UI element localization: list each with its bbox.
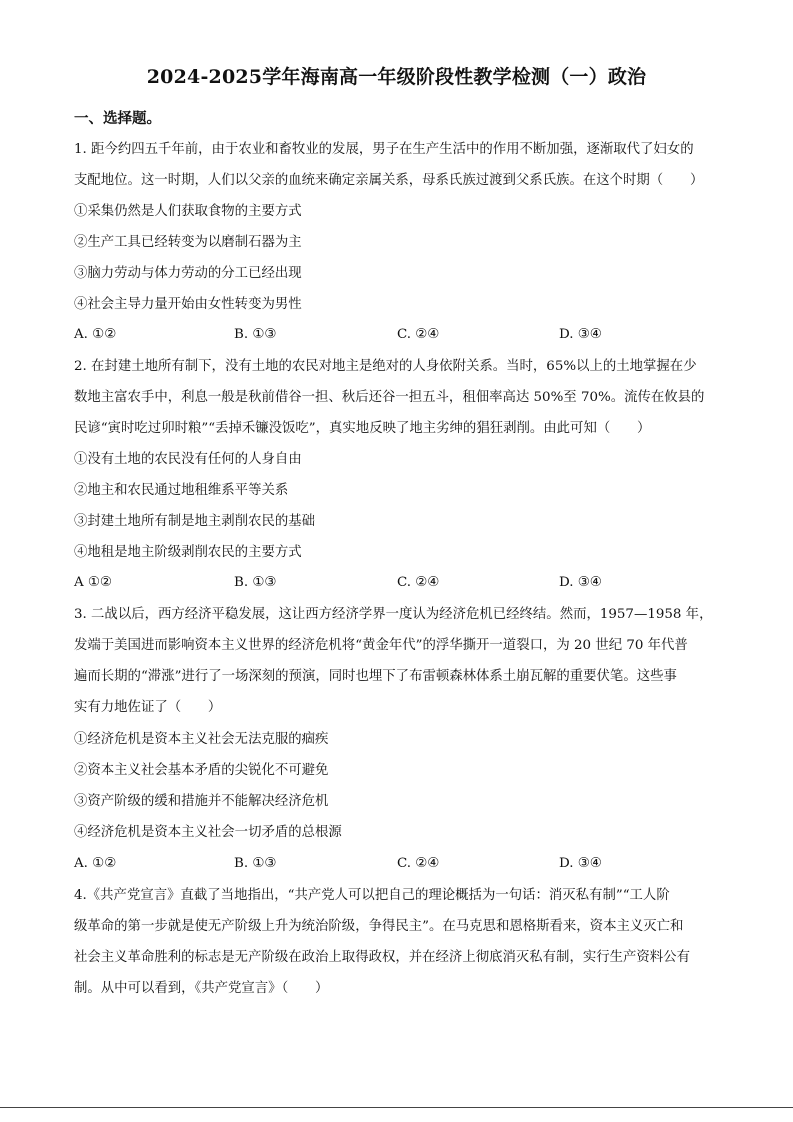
q3-stem-line: 实有力地佐证了（ ） — [74, 700, 222, 715]
footer-divider — [0, 1107, 793, 1108]
q3-answer-choices — [74, 855, 724, 873]
q1-choice-c: C. ②④ — [397, 327, 440, 342]
q3-stem-line: 遍而长期的“滞涨”进行了一场深刻的预演，同时也埋下了布雷顿森林体系土崩瓦解的重要伏笔。这些事 — [74, 669, 677, 684]
q2-option: ①没有土地的农民没有任何的人身自由 — [74, 452, 302, 467]
q2-stem-line: 民谚“寅时吃过卯时粮”“丢掉禾镰没饭吃”，真实地反映了地主劣绅的猖狂剥削。由此可知（ ） — [74, 421, 651, 436]
q2-answer-choices — [74, 574, 724, 592]
q1-option: ③脑力劳动与体力劳动的分工已经出现 — [74, 266, 302, 281]
q1-choice-b: B. ①③ — [234, 327, 277, 342]
q4-stem-line: 社会主义革命胜利的标志是无产阶级在政治上取得政权，并在经济上彻底消灭私有制，实行生产资料公有 — [74, 950, 690, 965]
q2-stem-line: 2. 在封建土地所有制下，没有土地的农民对地主是绝对的人身依附关系。当时，65%以上的土地掌握在少 — [74, 359, 697, 374]
q2-choice-c: C. ②④ — [397, 575, 440, 590]
q2-option: ②地主和农民通过地租维系平等关系 — [74, 483, 289, 498]
q3-stem-line: 3. 二战以后，西方经济平稳发展，这让西方经济学界一度认为经济危机已经终结。然而，1957—1958 年， — [74, 607, 713, 622]
q4-stem-line: 级革命的第一步就是使无产阶级上升为统治阶级，争得民主”。在马克思和恩格斯看来，资本主义灭亡和 — [74, 919, 684, 934]
q3-choice-b: B. ①③ — [234, 856, 277, 871]
q1-option: ①采集仍然是人们获取食物的主要方式 — [74, 204, 302, 219]
q2-choice-d: D. ③④ — [559, 575, 602, 590]
q1-option: ④社会主导力量开始由女性转变为男性 — [74, 297, 302, 312]
q2-option: ③封建土地所有制是地主剥削农民的基础 — [74, 514, 316, 529]
q2-choice-a: A ①② — [74, 575, 112, 590]
q1-choice-d: D. ③④ — [559, 327, 602, 342]
q1-answer-choices — [74, 326, 724, 344]
q3-option: ①经济危机是资本主义社会无法克服的痼疾 — [74, 732, 329, 747]
q4-stem-line: 4.《共产党宣言》直截了当地指出，“共产党人可以把自己的理论概括为一句话：消灭私有制”“工人阶 — [74, 888, 670, 903]
section-heading: 一、选择题。 — [74, 110, 161, 127]
q3-option: ②资本主义社会基本矛盾的尖锐化不可避免 — [74, 763, 329, 778]
q2-stem-line: 数地主富农手中，利息一般是秋前借谷一担、秋后还谷一担五斗，租佃率高达 50%至 70%。流传在攸县的 — [74, 390, 705, 405]
q2-option: ④地租是地主阶级剥削农民的主要方式 — [74, 545, 302, 560]
q3-choice-a: A. ①② — [74, 856, 117, 871]
q3-option: ③资产阶级的缓和措施并不能解决经济危机 — [74, 794, 329, 809]
page-title: 2024-2025学年海南高一年级阶段性教学检测（一）政治 — [146, 66, 647, 88]
q3-choice-d: D. ③④ — [559, 856, 602, 871]
q2-choice-b: B. ①③ — [234, 575, 277, 590]
q3-stem-line: 发端于美国进而影响资本主义世界的经济危机将“黄金年代”的浮华撕开一道裂口，为 20 世纪 70 年代普 — [74, 638, 688, 653]
q1-stem-line: 1. 距今约四五千年前，由于农业和畜牧业的发展，男子在生产生活中的作用不断加强，逐渐取代了妇女的 — [74, 142, 694, 157]
q1-stem-line: 支配地位。这一时期，人们以父亲的血统来确定亲属关系，母系氏族过渡到父系氏族。在这个时期（ ） — [74, 173, 704, 188]
q4-stem-line: 制。从中可以看到，《共产党宣言》（ ） — [74, 981, 329, 996]
q3-option: ④经济危机是资本主义社会一切矛盾的总根源 — [74, 825, 342, 840]
q1-choice-a: A. ①② — [74, 327, 117, 342]
q3-choice-c: C. ②④ — [397, 856, 440, 871]
q1-option: ②生产工具已经转变为以磨制石器为主 — [74, 235, 302, 250]
